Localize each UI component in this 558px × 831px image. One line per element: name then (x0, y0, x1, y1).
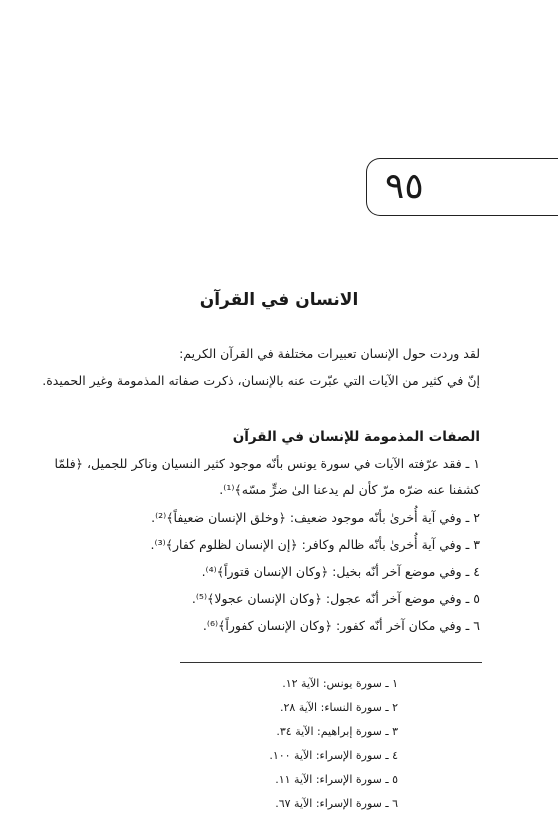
intro-line-2: إنّ في كثير من الآيات التي عبّرت عنه بالإنسان، ذكرت صفاته المذمومة وغير الحميدة. (42, 373, 480, 388)
footnote: ١ ـ سورة يونس: الآية ١٢. (282, 677, 398, 690)
footnote: ٣ ـ سورة إبراهيم: الآية ٣٤. (276, 725, 398, 738)
page-number: ٩٥ (385, 166, 424, 207)
footnote: ٢ ـ سورة النساء: الآية ٢٨. (280, 701, 398, 714)
intro-line-1: لقد وردت حول الإنسان تعبيرات مختلفة في القرآن الكريم: (179, 346, 480, 361)
footnote: ٤ ـ سورة الإسراء: الآية ١٠٠. (269, 749, 398, 762)
section-heading: الصفات المذمومة للإنسان في القرآن (232, 429, 480, 445)
item-line: ٥ ـ وفي موضع آخر أنّه عجول: ﴿وكان الإنسان عجولا﴾⁽⁵⁾. (191, 591, 480, 606)
item-line: ٣ ـ وفي آية أُخرىٰ بأنّه ظالم وكافر: ﴿إن الإنسان لظلوم كفار﴾⁽³⁾. (150, 537, 480, 552)
item-line: ٦ ـ وفي مكان آخر أنّه كفور: ﴿وكان الإنسان كفوراً﴾⁽⁶⁾. (202, 618, 480, 633)
page-number-box (366, 158, 558, 216)
footnote: ٥ ـ سورة الإسراء: الآية ١١. (275, 773, 398, 786)
item-line: ٢ ـ وفي آية أُخرىٰ بأنّه موجود ضعيف: ﴿وخلق الإنسان ضعيفاً﴾⁽²⁾. (151, 510, 480, 525)
chapter-title: الانسان في القرآن (199, 290, 359, 310)
item-line: ١ ـ فقد عرّفته الآيات في سورة يونس بأنّه موجود كثير النسيان وناكر للجميل، ﴿فلمّا (54, 456, 480, 471)
item-line: ٤ ـ وفي موضع آخر أنّه بخيل: ﴿وكان الإنسان قتوراً﴾⁽⁴⁾. (201, 564, 480, 579)
item-line: كشفنا عنه ضرّه مرّ كأن لم يدعنا الىٰ ضرٍّ مسّه﴾⁽¹⁾. (219, 482, 480, 497)
footnote-divider (180, 662, 482, 663)
footnote: ٦ ـ سورة الإسراء: الآية ٦٧. (275, 797, 398, 810)
